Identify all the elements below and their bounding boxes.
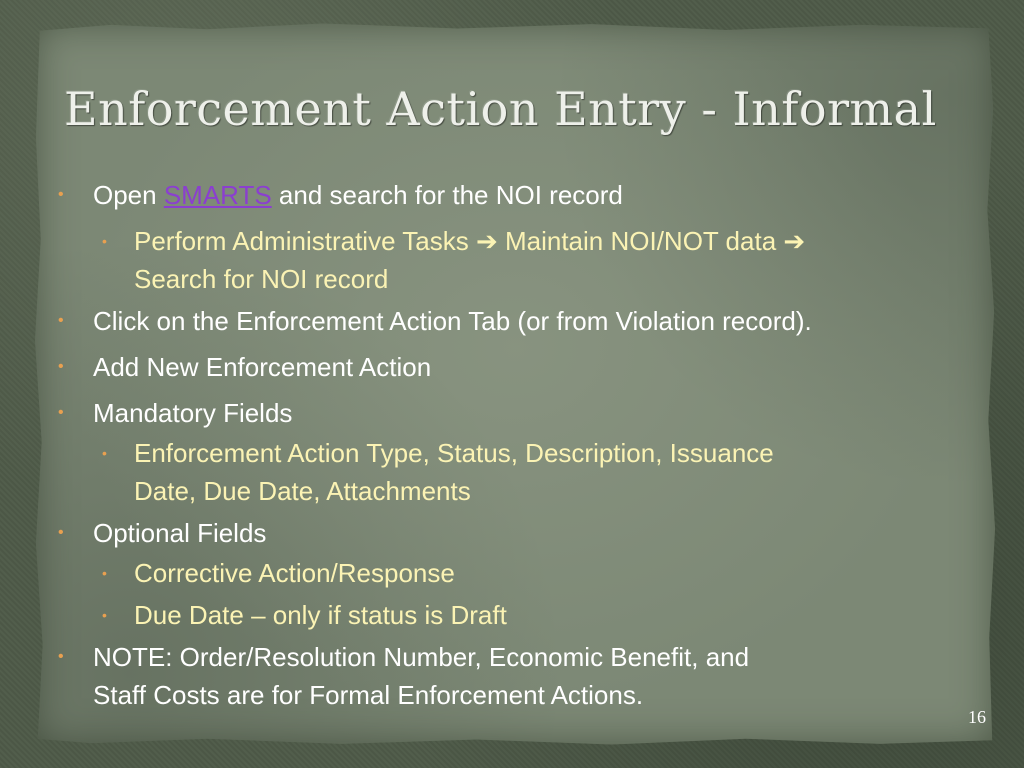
bullet-open-smarts [58, 176, 968, 214]
sub-bullet-line: Enforcement Action Type, Status, Description, Issuance [134, 438, 774, 468]
sub-bullet-line: Search for NOI record [134, 264, 389, 294]
sub-bullet-corrective [58, 554, 968, 592]
bullet-text-prefix: Open [93, 180, 164, 210]
sub-bullet-line: Date, Due Date, Attachments [134, 476, 471, 506]
bullet-dot-icon: • [58, 358, 64, 375]
bullet-mandatory-fields [58, 394, 968, 432]
bullet-text: Staff Costs are for Formal Enforcement Actions. [93, 680, 644, 710]
sub-bullet-dot-icon: • [102, 445, 107, 461]
bullet-text: Mandatory Fields [93, 398, 293, 428]
bullet-text: NOTE: Order/Resolution Number, Economic Benefit, and [93, 642, 750, 672]
bullet-optional-fields [58, 514, 968, 552]
slide-number: 16 [968, 707, 986, 727]
sub-bullet-admin-tasks [58, 222, 968, 298]
bullet-dot-icon: • [58, 648, 64, 665]
sub-bullet-due-date [58, 596, 968, 634]
bullet-dot-icon: • [58, 404, 64, 421]
bullet-note [58, 638, 968, 714]
smarts-link[interactable]: SMARTS [163, 180, 272, 210]
bullet-dot-icon: • [58, 524, 64, 541]
sub-bullet-line: Corrective Action/Response [134, 558, 455, 588]
sub-bullet-dot-icon: • [102, 607, 107, 623]
slide-title: Enforcement Action Entry - Informal [64, 82, 937, 136]
bullet-dot-icon: • [58, 312, 64, 329]
bullet-text: Optional Fields [93, 518, 267, 548]
sub-bullet-dot-icon: • [102, 565, 107, 581]
sub-bullet-line: Perform Administrative Tasks ➔ Maintain NOI/NOT data ➔ [134, 226, 806, 256]
bullet-dot-icon: • [58, 186, 64, 203]
sub-bullet-dot-icon: • [102, 233, 107, 249]
bullet-text: Click on the Enforcement Action Tab (or from Violation record). [93, 306, 812, 336]
bullet-list [58, 176, 968, 722]
sub-bullet-line: Due Date – only if status is Draft [134, 600, 507, 630]
sub-bullet-mandatory-list [58, 434, 968, 510]
bullet-text-suffix: and search for the NOI record [271, 180, 623, 210]
bullet-text: Add New Enforcement Action [93, 352, 432, 382]
bullet-enforcement-tab [58, 302, 968, 340]
bullet-add-new [58, 348, 968, 386]
